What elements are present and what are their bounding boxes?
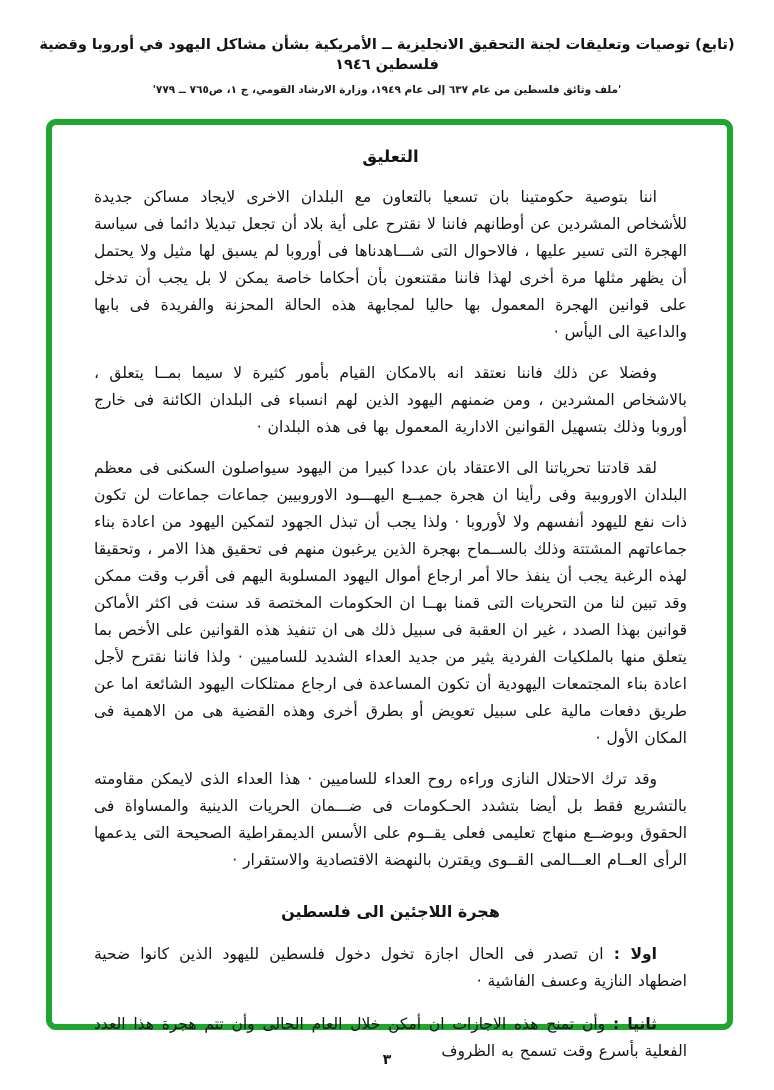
list-item-second-text: وأن تمنح هذه الاجازات ان أمكن خلال العام الحالى وأن تتم هجرة هذا العدد الفعلية بأسرع وقت تسمح به الظروف	[94, 1015, 687, 1060]
refugee-recommendations-list	[94, 941, 687, 1065]
document-title: (تابع) توصيات وتعليقات لجنة التحقيق الانجليزية ــ الأمريكية بشأن مشاكل اليهود في أوروبا وقضية فلسطين ١٩٤٦	[39, 37, 735, 73]
list-item-first	[94, 941, 687, 995]
highlighted-document-frame	[46, 119, 733, 1060]
list-item-first-text: ان تصدر فى الحال اجازة تخول دخول فلسطين لليهود الذين كانوا ضحية اضطهاد النازية وعسف الفاشية ·	[94, 945, 687, 990]
page-header	[0, 0, 774, 96]
list-item-second-label: ثانيا :	[612, 1015, 658, 1033]
document-source-citation: 'ملف وثائق فلسطين من عام ٦٣٧ إلى عام ١٩٤٩، وزارة الارشاد القومي، ج ١، ص٧٦٥ ــ ٧٧٩'	[152, 84, 622, 97]
page-footer	[0, 1052, 774, 1068]
refugee-migration-section-title: هجرة اللاجئين الى فلسطين	[281, 902, 500, 921]
commentary-paragraph-4: وقد ترك الاحتلال النازى وراءه روح العداء للساميين · هذا العداء الذى لايمكن مقاومته بالتشريع فقط بل أيضا بتشدد الحـكومات فى ضـــمان الحريات الدينية والمساواة فى الحقوق وبوضــع منهاج تعليمى فعلى يقــوم على الأسس الديمقراطية الصحيحة التى يدعمها الرأى العــام العـــالمى القــوى ويقترن بالنهضة الاقتصادية والاستقرار ·	[94, 770, 687, 869]
commentary-body	[94, 184, 687, 874]
commentary-paragraph-3: لقد قادتنا تحرياتنا الى الاعتقاد بان عددا كبيرا من اليهود سيواصلون السكنى فى معظم البلدان الاوروبية وفى رأينا ان هجرة جميــع اليهـــود الاوروبيين جماعات جماعات لن تكون ذات نفع لليهود أنفسهم ولا لأوروبا · ولذا يجب أن تبذل الجهود لتمكين اليهود من اعادة بناء جماعاتهم المشتتة وذلك بالســماح بهجرة الذين يرغبون منهم فى تحقيق هذا الامر ، وتحقيقا لهذه الرغبة يجب أن ينفذ حالا أمر ارجاع أموال اليهود المسلوبة اليهم فى أقرب وقت ممكن وقد تبين لنا من التحريات التى قمنا بهــا ان الحكومات المختصة قد سنت فى اكثر الأماكن قوانين بهذا الصدد ، غير ان العقبة فى سبيل ذلك هى ان تنفيذ هذه القوانين على الأخص بما يتعلق منها بالملكيات الفردية يثير من جديد العداء الشديد للساميين · ولذا فاننا نقترح لأجل اعادة بناء المجتمعات اليهودية أن تكون المساعدة فى ارجاع ممتلكات اليهود الشائعة اما عن طريق دفعات مالية على سبيل تعويض أو بطرق أخرى وهذه القضية هى من الاهمية فى المكان الأول ·	[94, 459, 687, 747]
commentary-paragraph-2: وفضلا عن ذلك فاننا نعتقد انه بالامكان القيام بأمور كثيرة لا سيما بمــا يتعلق ، بالاشخاص المشردين ، ومن ضمنهم اليهود الذين لهم انسباء فى البلدان الكائنة فى خارج أوروبا وذلك بتسهيل القوانين الادارية المعمول بها فى هذه البلدان ·	[94, 364, 687, 436]
page-number: ٣	[382, 1052, 392, 1068]
list-item-first-label: اولا :	[613, 945, 657, 963]
commentary-section-title: التعليق	[362, 147, 419, 166]
commentary-paragraph-1: اننا بتوصية حكومتينا بان تسعيا بالتعاون مع البلدان الاخرى لايجاد مساكن جديدة للأشخاص المشردين عن أوطانهم فاننا لا نقترح على أية بلاد أن تجعل تبديلا دائما فى سياسة الهجرة التى تسير عليها ، فالاحوال التى شـــاهدناها فى أوروبا لم يسبق لها مثيل ولا يحتمل أن يظهر مثلها مرة أخرى لهذا فاننا مقتنعون بأن أحكاما خاصة يمكن لا بل يجب أن تدخل على قوانين الهجرة المعمول بها حاليا لمجابهة هذه الحالة المحزنة والفريدة فى بابها والداعية الى اليأس ·	[94, 188, 687, 341]
